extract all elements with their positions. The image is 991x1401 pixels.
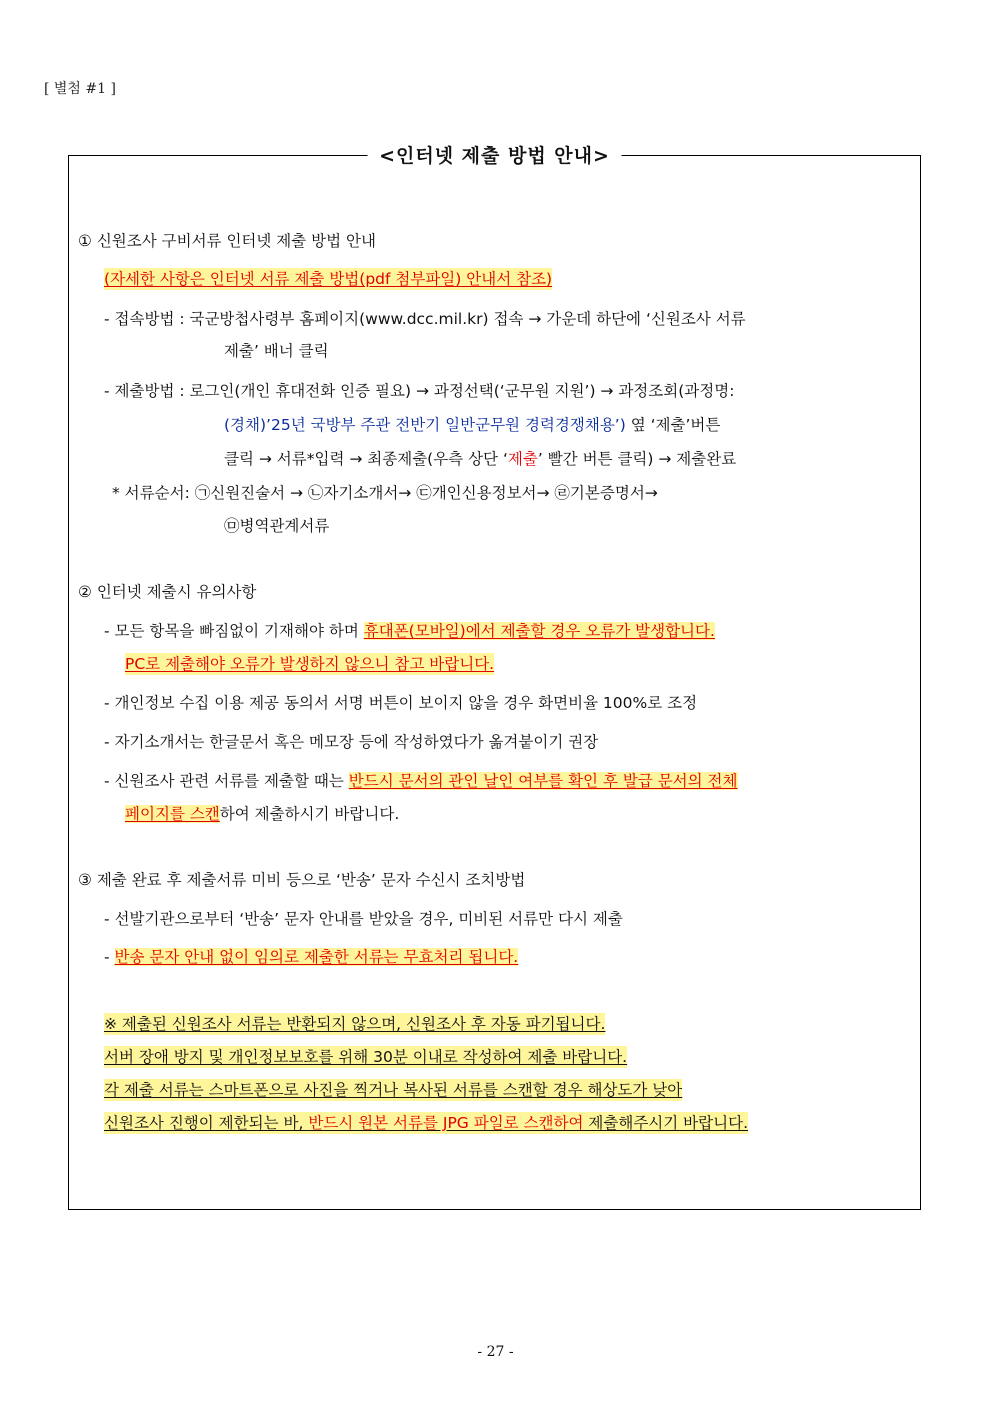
return-item-1: - 선발기관으로부터 ‘반송’ 문자 안내를 받았을 경우, 미비된 서류만 다시 제출 bbox=[104, 910, 623, 928]
return-item-2 bbox=[104, 946, 518, 968]
document-order-line-1: * 서류순서: ㉠신원진술서 → ㉡자기소개서→ ㉢개인신용정보서→ ㉣기본증명서→ bbox=[112, 484, 658, 502]
attachment-label: [ 별첨 #1 ] bbox=[44, 81, 116, 97]
submit-red-word: 제출 bbox=[507, 450, 538, 468]
caution-item-4-line-2-rest: 하여 제출하시기 바랍니다. bbox=[219, 805, 400, 823]
submit-method-line-2 bbox=[224, 414, 720, 436]
caution-item-1-a: - 모든 항목을 빠짐없이 기재해야 하며 bbox=[104, 622, 364, 640]
seal-check-warning: 반드시 문서의 관인 날인 여부를 확인 후 발급 문서의 전체 bbox=[348, 772, 738, 790]
return-item-2-dash: - bbox=[104, 948, 115, 966]
section-1-heading: ① 신원조사 구비서류 인터넷 제출 방법 안내 bbox=[78, 232, 376, 250]
caution-item-4-line-2 bbox=[125, 803, 399, 825]
notice-line-3: 각 제출 서류는 스마트폰으로 사진을 찍거나 복사된 서류를 스캔할 경우 해상도가 낮아 bbox=[104, 1081, 683, 1099]
notice-line-4 bbox=[104, 1112, 748, 1134]
course-name: (경채)’25년 국방부 주관 전반기 일반군무원 경력경쟁채용’) bbox=[224, 416, 626, 434]
access-method-line-2: 제출’ 배너 클릭 bbox=[224, 342, 329, 360]
caution-item-2: - 개인정보 수집 이용 제공 동의서 서명 버튼이 보이지 않을 경우 화면비율 100%로 조정 bbox=[104, 694, 698, 712]
notice-line-4-a: 신원조사 진행이 제한되는 바, bbox=[104, 1114, 309, 1132]
submit-method-line-2-rest: 옆 ‘제출’버튼 bbox=[625, 416, 721, 434]
access-method-line-1: - 접속방법 : 국군방첩사령부 홈페이지(www.dcc.mil.kr) 접속 → 가운데 하단에 ‘신원조사 서류 bbox=[104, 310, 746, 328]
caution-item-4-a: - 신원조사 관련 서류를 제출할 때는 bbox=[104, 772, 349, 790]
caution-item-1 bbox=[104, 620, 715, 642]
submit-method-line-1: - 제출방법 : 로그인(개인 휴대전화 인증 필요) → 과정선택(‘군무원 지원’) → 과정조회(과정명: bbox=[104, 382, 735, 400]
pc-submit-warning: PC로 제출해야 오류가 발생하지 않으니 참고 바랍니다. bbox=[125, 655, 495, 673]
scan-all-pages-warning: 페이지를 스캔 bbox=[125, 805, 220, 823]
submit-method-line-3-b: ’ 빨간 버튼 클릭) → 제출완료 bbox=[537, 450, 737, 468]
page-number: - 27 - bbox=[477, 1344, 514, 1360]
guide-title: <인터넷 제출 방법 안내> bbox=[367, 141, 622, 168]
notice-line-1: ※ 제출된 신원조사 서류는 반환되지 않으며, 신원조사 후 자동 파기됩니다. bbox=[104, 1015, 606, 1033]
section-3-heading: ③ 제출 완료 후 제출서류 미비 등으로 ‘반송’ 문자 수신시 조치방법 bbox=[78, 871, 526, 889]
invalid-submission-warning: 반송 문자 안내 없이 임의로 제출한 서류는 무효처리 됩니다. bbox=[114, 948, 519, 966]
section-1-note: (자세한 사항은 인터넷 서류 제출 방법(pdf 첨부파일) 안내서 참조) bbox=[104, 270, 553, 288]
submit-method-line-3 bbox=[224, 448, 736, 470]
notice-line-4-b: 제출해주시기 바랍니다. bbox=[583, 1114, 748, 1132]
caution-item-3: - 자기소개서는 한글문서 혹은 메모장 등에 작성하였다가 옮겨붙이기 권장 bbox=[104, 733, 599, 751]
submit-method-line-3-a: 클릭 → 서류*입력 → 최종제출(우측 상단 ‘ bbox=[224, 450, 508, 468]
mobile-error-warning: 휴대폰(모바일)에서 제출할 경우 오류가 발생합니다. bbox=[363, 622, 715, 640]
document-order-line-2: ㉤병역관계서류 bbox=[224, 517, 330, 535]
notice-line-2: 서버 장애 방지 및 개인정보보호를 위해 30분 이내로 작성하여 제출 바랍니다. bbox=[104, 1048, 628, 1066]
section-2-heading: ② 인터넷 제출시 유의사항 bbox=[78, 583, 257, 601]
jpg-scan-warning: 반드시 원본 서류를 JPG 파일로 스캔하여 bbox=[308, 1114, 584, 1132]
caution-item-4 bbox=[104, 770, 738, 792]
